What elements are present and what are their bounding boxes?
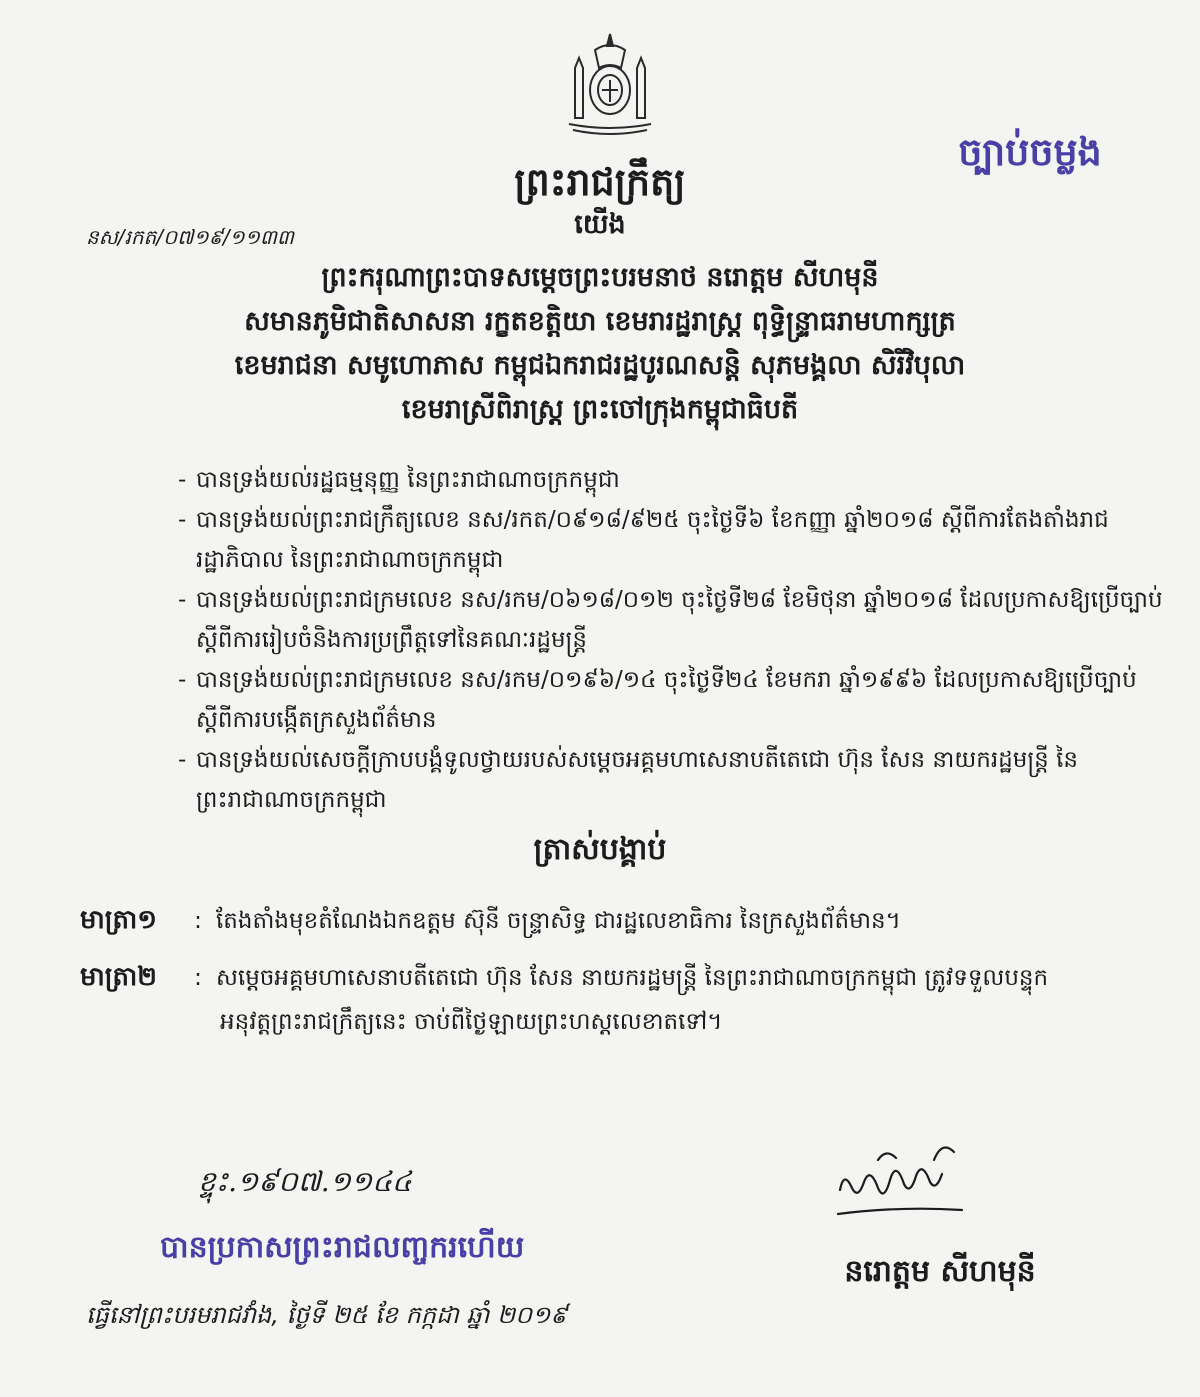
- royal-title-line: ខេមរាស្រីពិរាស្ត្រ ព្រះចៅក្រុងកម្ពុជាធិបតី: [401, 394, 799, 425]
- article-1: [80, 898, 1170, 943]
- we-heading: យើង: [574, 209, 626, 240]
- royal-titles: [100, 256, 1100, 432]
- royal-title-line: ព្រះករុណាព្រះបាទសម្តេចព្រះបរមនាថ នរោត្តម សីហមុនី: [321, 262, 879, 293]
- page-title: ព្រះរាជក្រឹត្យ: [514, 160, 686, 204]
- copy-stamp: ច្បាប់ចម្លង: [958, 130, 1102, 174]
- article-label: មាត្រា១: [80, 905, 157, 935]
- signer-name: នរោត្តម សីហមុនី: [844, 1254, 1036, 1289]
- recital-item: - បានទ្រង់យល់ព្រះរាជក្រមលេខ នស/រកម/០៦១៨/០១២ ចុះថ្ងៃទី២៨ ខែមិថុនា ឆ្នាំ២០១៨ ដែលប្រកាសឱ្យប្រើច្បាប់ស្តីពីការរៀបចំនិងការប្រព្រឹត្តទៅនៃគណៈរដ្ឋមន្ត្រី: [178, 580, 1163, 660]
- recital-item: - បានទ្រង់យល់រដ្ឋធម្មនុញ្ញ នៃព្រះរាជាណាចក្រកម្ពុជា: [178, 460, 1163, 500]
- article-text: តែងតាំងមុខតំណែងឯកឧត្តម ស៊ុនី ចន្ទ្រាសិទ្ធ ជារដ្ឋលេខាធិការ នៃក្រសួងព័ត៌មាន។: [216, 908, 901, 934]
- place-date: ធ្វើនៅព្រះបរមរាជវាំង, ថ្ងៃទី ២៥ ខែ កក្កដា ឆ្នាំ ២០១៩: [86, 1301, 568, 1329]
- registration-number: ខ្ទុះ.១៩០៧.១១៤៤: [198, 1165, 412, 1198]
- royal-title-line: ខេមរាជនា សមូហោភាស កម្ពុជឯករាជរដ្ឋបូរណសន្តិ សុភមង្គលា សិរីវិបុលា: [234, 350, 966, 381]
- article-text: សម្តេចអគ្គមហាសេនាបតីតេជោ ហ៊ុន សែន នាយករដ្ឋមន្ត្រី នៃព្រះរាជាណាចក្រកម្ពុជា ត្រូវទទួលបន្ទុក: [216, 965, 1049, 991]
- royal-title-line: សមានភូមិជាតិសាសនា រក្ខតខត្តិយា ខេមរារដ្ឋរាស្ត្រ ពុទ្ធិន្ទ្រាធរាមហាក្សត្រ: [244, 306, 956, 337]
- royal-signature-icon: [830, 1130, 970, 1225]
- order-heading: ត្រាស់បង្គាប់: [533, 832, 667, 867]
- article-label: មាត្រា២: [80, 962, 157, 992]
- article-colon: :: [194, 908, 202, 934]
- recital-item: - បានទ្រង់យល់សេចក្តីក្រាបបង្គំទូលថ្វាយរបស់សម្តេចអគ្គមហាសេនាបតីតេជោ ហ៊ុន សែន នាយករដ្ឋមន្ត្រី នៃព្រះរាជាណាចក្រកម្ពុជា: [178, 740, 1163, 820]
- recitals-list: [178, 460, 1163, 820]
- promulgation-stamp: បានប្រកាសព្រះរាជលញ្ចករហើយ: [160, 1230, 525, 1265]
- royal-emblem-icon: [555, 28, 665, 138]
- recital-item: - បានទ្រង់យល់ព្រះរាជក្រមលេខ នស/រកម/០១៩៦/១៤ ចុះថ្ងៃទី២៤ ខែមករា ឆ្នាំ១៩៩៦ ដែលប្រកាសឱ្យប្រើច្បាប់ស្តីពីការបង្កើតក្រសួងព័ត៌មាន: [178, 660, 1163, 740]
- article-colon: :: [194, 965, 202, 991]
- reference-number: នស/រកត/០៧១៩/១១៣៣: [86, 225, 295, 249]
- recital-item: - បានទ្រង់យល់ព្រះរាជក្រឹត្យលេខ នស/រកត/០៩១៨/៩២៥ ចុះថ្ងៃទី៦ ខែកញ្ញា ឆ្នាំ២០១៨ ស្តីពីការតែងតាំងរាជរដ្ឋាភិបាល នៃព្រះរាជាណាចក្រកម្ពុជា: [178, 500, 1163, 580]
- article-text-continued: អនុវត្តព្រះរាជក្រឹត្យនេះ ចាប់ពីថ្ងៃឡាយព្រះហស្តលេខាតទៅ។: [220, 1009, 723, 1035]
- article-2: [80, 955, 1170, 1044]
